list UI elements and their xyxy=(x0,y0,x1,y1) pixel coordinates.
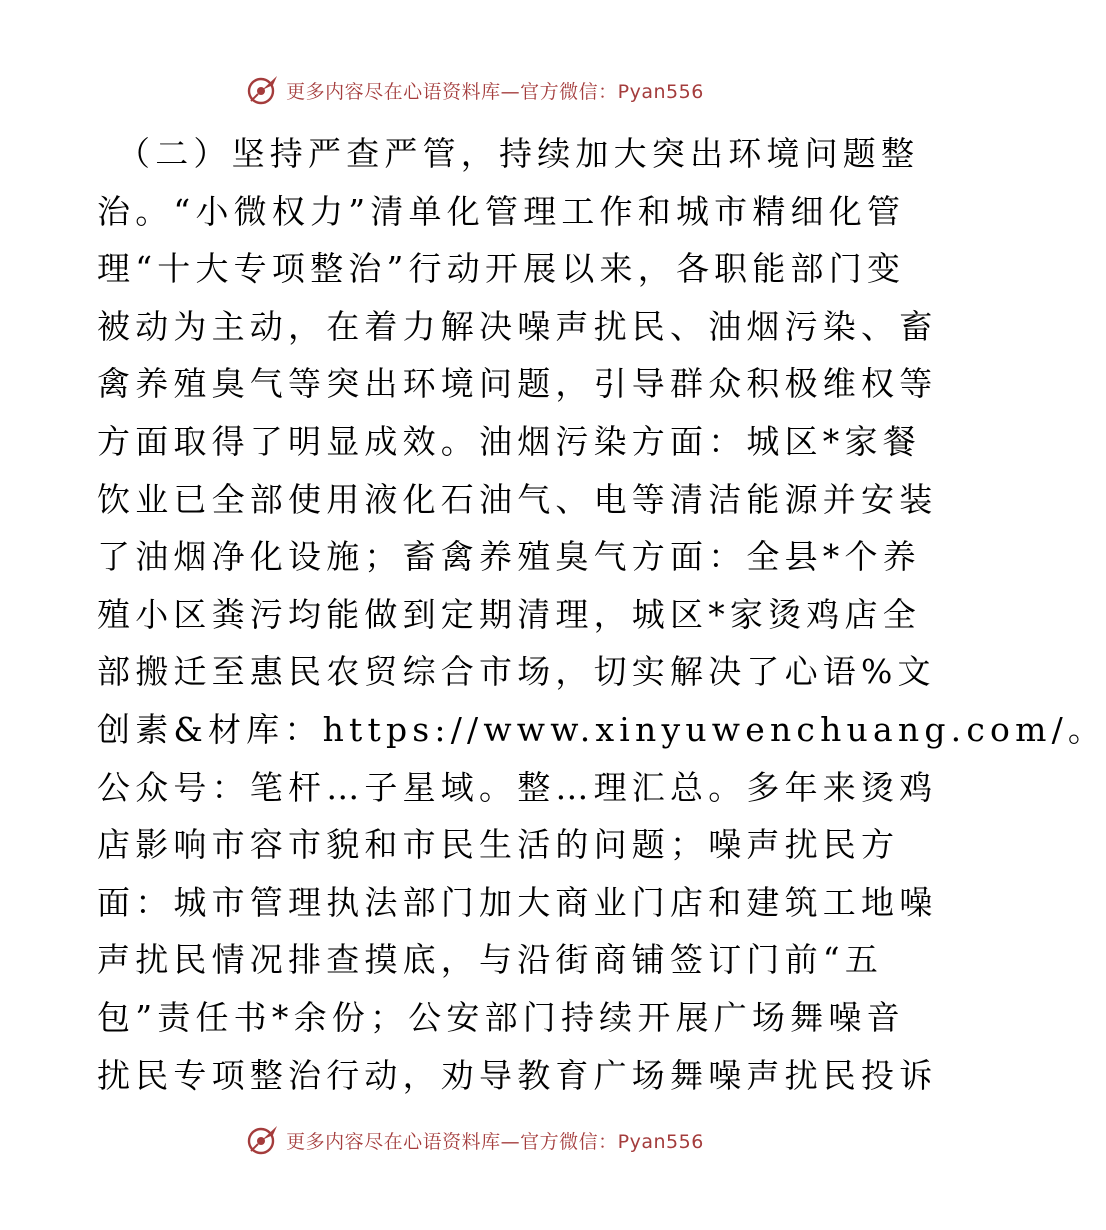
body-line: 部搬迁至惠民农贸综合市场，切实解决了心语%文 xyxy=(97,652,936,692)
body-line: 扰民专项整治行动，劝导教育广场舞噪声扰民投诉 xyxy=(97,1055,938,1095)
body-line: 禽养殖臭气等突出环境问题，引导群众积极维权等 xyxy=(97,364,938,404)
body-line: 殖小区粪污均能做到定期清理，城区*家烫鸡店全 xyxy=(97,594,921,634)
body-line: 方面取得了明显成效。油烟污染方面：城区*家餐 xyxy=(97,421,921,461)
document-body xyxy=(97,125,1106,1104)
body-line: 声扰民情况排查摸底，与沿街商铺签订门前“五 xyxy=(97,940,884,980)
body-line: 理“十大专项整治”行动开展以来，各职能部门变 xyxy=(97,249,906,289)
body-line: 饮业已全部使用液化石油气、电等清洁能源并安装 xyxy=(97,479,938,519)
body-line: 了油烟净化设施；畜禽养殖臭气方面：全县*个养 xyxy=(97,537,921,577)
body-line: 治。“小微权力”清单化管理工作和城市精细化管 xyxy=(97,191,906,231)
watermark-text: 更多内容尽在心语资料库—官方微信：Pyan556 xyxy=(286,1130,704,1153)
watermark-header xyxy=(0,70,950,110)
quill-logo-icon xyxy=(246,73,280,107)
body-line: 面：城市管理执法部门加大商业门店和建筑工地噪 xyxy=(97,882,938,922)
body-line: 创素&材库：https://www.xinyuwenchuang.com/。 xyxy=(97,709,1106,749)
watermark-text: 更多内容尽在心语资料库—官方微信：Pyan556 xyxy=(286,80,704,103)
quill-logo-icon xyxy=(246,1123,280,1157)
body-line: 店影响市容市貌和市民生活的问题；噪声扰民方 xyxy=(97,825,900,865)
body-line: （二）坚持严查严管，持续加大突出环境问题整 xyxy=(117,134,920,173)
body-line: 被动为主动，在着力解决噪声扰民、油烟污染、畜 xyxy=(97,306,938,346)
watermark-footer xyxy=(0,1120,950,1160)
body-line: 包”责任书*余份；公安部门持续开展广场舞噪音 xyxy=(97,997,905,1037)
body-line: 公众号：笔杆…子星域。整…理汇总。多年来烫鸡 xyxy=(97,767,938,807)
